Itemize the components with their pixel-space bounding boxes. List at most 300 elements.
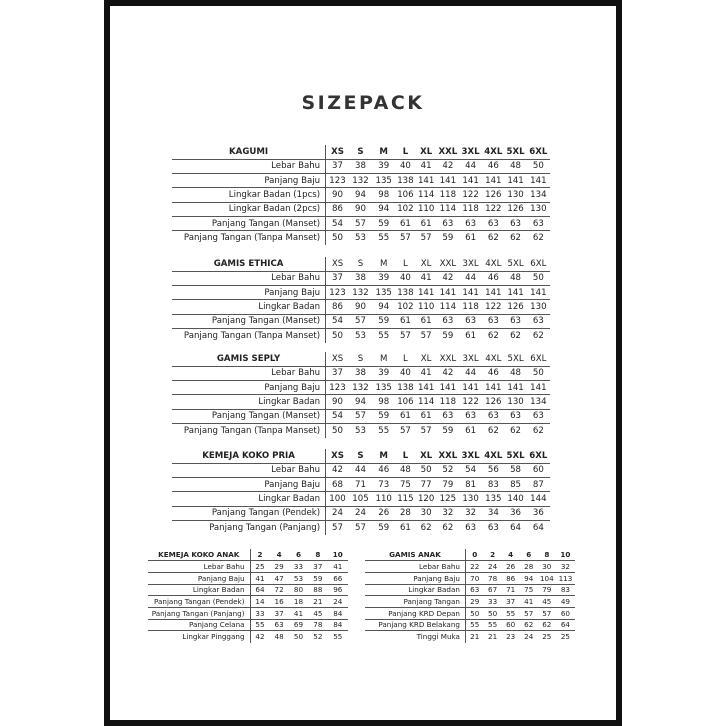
table-cell: 59 [437, 231, 459, 245]
table-cell: 135 [372, 381, 395, 395]
table-cell: 50 [465, 607, 483, 619]
table-header-row [148, 549, 348, 561]
table-cell: 55 [372, 423, 395, 437]
table-cell: 64 [250, 584, 269, 596]
size-header-5xl: 5XL [506, 146, 525, 157]
table-cell: 48 [395, 463, 415, 477]
table-row [365, 596, 575, 608]
row-label-panjang-baju: Panjang Baju [172, 381, 326, 395]
table-cell: 62 [437, 520, 459, 534]
row-label-lingkar-badan: Lingkar Badan [172, 492, 326, 506]
table-cell: 60 [502, 619, 520, 631]
table-cell: 61 [459, 328, 482, 342]
size-header-s: S [357, 450, 364, 461]
size-header-3xl: 3XL [462, 258, 479, 269]
table-cell: 50 [527, 271, 550, 285]
table-cell: 41 [250, 572, 269, 584]
table-row [172, 463, 550, 477]
table-row [148, 619, 348, 631]
size-header-4: 4 [276, 550, 282, 560]
table-cell: 44 [349, 463, 372, 477]
table-cell: 90 [326, 395, 349, 409]
table-cell: 141 [504, 174, 526, 188]
table-row [172, 174, 550, 188]
table-cell: 58 [504, 463, 526, 477]
table-cell: 57 [538, 607, 556, 619]
table-cell: 141 [416, 286, 437, 300]
table-cell: 49 [556, 596, 575, 608]
table-cell: 50 [527, 366, 550, 380]
table-cell: 63 [527, 409, 550, 423]
table-cell: 114 [437, 300, 459, 314]
size-header-l: L [402, 450, 409, 461]
table-cell: 64 [556, 619, 575, 631]
table-cell: 21 [484, 631, 502, 643]
table-cell: 48 [269, 631, 288, 643]
table-cell: 54 [459, 463, 482, 477]
table-cell: 62 [527, 231, 550, 245]
table-cell: 140 [504, 492, 526, 506]
size-header-l: L [403, 258, 408, 269]
table-row [172, 409, 550, 423]
table-cell: 138 [395, 174, 415, 188]
table-cell: 141 [437, 381, 459, 395]
row-label-panjang-tangan-tanpa-manset: Panjang Tangan (Tanpa Manset) [172, 423, 326, 437]
table-cell: 50 [326, 423, 349, 437]
table-cell: 98 [372, 395, 395, 409]
table-cell: 63 [459, 409, 482, 423]
row-label-panjang-tangan-tanpa-manset: Panjang Tangan (Tanpa Manset) [172, 328, 326, 342]
table-cell: 134 [527, 188, 550, 202]
table-cell: 141 [527, 286, 550, 300]
table-cell: 98 [372, 188, 395, 202]
table-cell: 141 [504, 381, 526, 395]
table-cell: 57 [416, 231, 437, 245]
table-cell: 122 [459, 395, 482, 409]
table-cell: 63 [527, 314, 550, 328]
table-row [365, 607, 575, 619]
table-cell: 63 [527, 216, 550, 230]
table-cell: 32 [437, 506, 459, 520]
table-cell: 138 [395, 286, 415, 300]
table-cell: 94 [349, 395, 372, 409]
table-cell: 86 [326, 202, 349, 216]
table-cell: 114 [437, 202, 459, 216]
table-cell: 122 [482, 202, 504, 216]
table-cell: 53 [349, 231, 372, 245]
table-cell: 32 [556, 561, 575, 573]
table-cell: 37 [269, 607, 288, 619]
table-cell: 55 [465, 619, 483, 631]
table-cell: 94 [372, 202, 395, 216]
table-cell: 59 [437, 328, 459, 342]
table-row [172, 366, 550, 380]
table-cell: 55 [328, 631, 348, 643]
table-cell: 63 [459, 314, 482, 328]
table-title: KAGUMI [172, 145, 326, 159]
table-cell: 78 [484, 572, 502, 584]
table-cell: 57 [416, 328, 437, 342]
table-row [172, 478, 550, 492]
table-row [172, 202, 550, 216]
table-cell: 114 [416, 395, 437, 409]
table-cell: 135 [482, 492, 504, 506]
table-cell: 60 [556, 607, 575, 619]
table-cell: 55 [372, 231, 395, 245]
table-cell: 24 [349, 506, 372, 520]
table-cell: 28 [395, 506, 415, 520]
size-header-6xl: 6XL [529, 146, 548, 157]
size-header-xxl: XXL [438, 146, 458, 157]
size-header-2: 2 [257, 550, 263, 560]
table-cell: 141 [482, 286, 504, 300]
table-cell: 90 [349, 300, 372, 314]
table-header-row [365, 549, 575, 561]
table-cell: 64 [527, 520, 550, 534]
table-cell: 14 [250, 596, 269, 608]
row-label-panjang-tangan: Panjang Tangan [365, 596, 465, 608]
table-cell: 45 [538, 596, 556, 608]
table-cell: 126 [482, 188, 504, 202]
table-cell: 59 [308, 572, 327, 584]
table-cell: 28 [520, 561, 538, 573]
table-cell: 48 [504, 159, 526, 173]
table-cell: 63 [482, 409, 504, 423]
row-label-panjang-baju: Panjang Baju [172, 286, 326, 300]
table-cell: 106 [395, 395, 415, 409]
table-cell: 54 [326, 314, 349, 328]
table-cell: 135 [372, 286, 395, 300]
table-cell: 21 [308, 596, 327, 608]
table-cell: 141 [416, 381, 437, 395]
table-cell: 141 [416, 174, 437, 188]
table-cell: 25 [538, 631, 556, 643]
table-cell: 42 [250, 631, 269, 643]
size-header-4: 4 [508, 550, 514, 560]
table-cell: 42 [437, 159, 459, 173]
table-cell: 118 [437, 395, 459, 409]
table-cell: 73 [372, 478, 395, 492]
table-cell: 63 [504, 216, 526, 230]
size-header-m: M [380, 353, 388, 364]
table-cell: 135 [372, 174, 395, 188]
table-cell: 37 [326, 159, 349, 173]
table-cell: 33 [484, 596, 502, 608]
table-cell: 62 [538, 619, 556, 631]
table-cell: 26 [502, 561, 520, 573]
table-cell: 50 [484, 607, 502, 619]
table-cell: 57 [416, 423, 437, 437]
table-cell: 32 [459, 506, 482, 520]
table-cell: 61 [459, 231, 482, 245]
size-table-kemeja-koko-pria [172, 449, 550, 535]
size-header-0: 0 [472, 550, 478, 560]
table-cell: 50 [326, 231, 349, 245]
table-cell: 94 [520, 572, 538, 584]
size-header-3xl: 3XL [461, 146, 480, 157]
table-row [148, 572, 348, 584]
row-label-lingkar-badan: Lingkar Badan [365, 584, 465, 596]
table-cell: 115 [395, 492, 415, 506]
table-cell: 63 [437, 409, 459, 423]
table-cell: 52 [437, 463, 459, 477]
size-table-kemeja-koko-anak [148, 549, 348, 643]
size-header-2: 2 [490, 550, 496, 560]
table-cell: 59 [437, 423, 459, 437]
table-cell: 23 [502, 631, 520, 643]
row-label-panjang-celana: Panjang Celana [148, 619, 250, 631]
table-cell: 40 [395, 159, 415, 173]
table-row [172, 286, 550, 300]
table-cell: 113 [556, 572, 575, 584]
row-label-panjang-tangan-pendek: Panjang Tangan (Pendek) [148, 596, 250, 608]
table-cell: 66 [328, 572, 348, 584]
table-row [172, 271, 550, 285]
table-cell: 72 [269, 584, 288, 596]
table-cell: 62 [504, 423, 526, 437]
row-label-panjang-tangan-tanpa-manset: Panjang Tangan (Tanpa Manset) [172, 231, 326, 245]
size-header-4xl: 4XL [485, 258, 502, 269]
table-row [148, 631, 348, 643]
size-header-5xl: 5XL [506, 450, 525, 461]
table-cell: 62 [504, 328, 526, 342]
table-cell: 21 [465, 631, 483, 643]
size-header-m: M [379, 146, 388, 157]
row-label-lingkar-badan: Lingkar Badan [172, 300, 326, 314]
size-header-xs: XS [331, 146, 344, 157]
table-cell: 46 [482, 366, 504, 380]
table-cell: 71 [502, 584, 520, 596]
size-header-8: 8 [315, 550, 321, 560]
row-label-lingkar-badan: Lingkar Badan [172, 395, 326, 409]
table-cell: 61 [416, 314, 437, 328]
table-cell: 63 [437, 314, 459, 328]
table-cell: 60 [527, 463, 550, 477]
table-cell: 141 [482, 381, 504, 395]
row-label-tinggi-muka: Tinggi Muka [365, 631, 465, 643]
table-cell: 123 [326, 174, 349, 188]
table-cell: 59 [372, 314, 395, 328]
table-cell: 50 [527, 159, 550, 173]
table-row [365, 631, 575, 643]
table-cell: 61 [459, 423, 482, 437]
table-cell: 62 [504, 231, 526, 245]
size-header-m: M [379, 450, 388, 461]
size-header-s: S [357, 258, 364, 269]
table-cell: 86 [326, 300, 349, 314]
table-row [365, 572, 575, 584]
table-cell: 84 [328, 607, 348, 619]
table-cell: 55 [502, 607, 520, 619]
table-cell: 39 [372, 159, 395, 173]
size-header-8: 8 [544, 550, 550, 560]
table-cell: 62 [520, 619, 538, 631]
size-header-l: L [403, 353, 408, 364]
table-title: KEMEJA KOKO PRIA [172, 449, 326, 463]
table-cell: 78 [308, 619, 327, 631]
table-header-row [172, 145, 550, 159]
table-cell: 61 [416, 216, 437, 230]
size-header-s: S [357, 353, 364, 364]
table-cell: 61 [395, 314, 415, 328]
table-cell: 94 [349, 188, 372, 202]
row-label-lingkar-badan-1pcs: Lingkar Badan (1pcs) [172, 188, 326, 202]
table-cell: 75 [395, 478, 415, 492]
table-cell: 54 [326, 409, 349, 423]
table-cell: 36 [504, 506, 526, 520]
table-cell: 63 [465, 584, 483, 596]
row-label-lebar-bahu: Lebar Bahu [148, 561, 250, 573]
table-cell: 102 [395, 300, 415, 314]
table-cell: 50 [416, 463, 437, 477]
table-cell: 106 [395, 188, 415, 202]
table-cell: 56 [482, 463, 504, 477]
table-cell: 30 [416, 506, 437, 520]
table-cell: 62 [527, 328, 550, 342]
row-label-panjang-tangan-panjang: Panjang Tangan (Panjang) [148, 607, 250, 619]
table-cell: 24 [520, 631, 538, 643]
table-cell: 57 [395, 423, 415, 437]
table-cell: 63 [504, 409, 526, 423]
table-cell: 86 [502, 572, 520, 584]
table-cell: 118 [437, 188, 459, 202]
table-cell: 102 [395, 202, 415, 216]
row-label-panjang-tangan-manset: Panjang Tangan (Manset) [172, 314, 326, 328]
table-cell: 100 [326, 492, 349, 506]
size-header-m: M [380, 258, 388, 269]
size-header-3xl: 3XL [461, 450, 480, 461]
size-header-xs: XS [331, 353, 344, 364]
table-row [148, 596, 348, 608]
table-cell: 47 [269, 572, 288, 584]
table-cell: 79 [538, 584, 556, 596]
table-row [172, 492, 550, 506]
row-label-lingkar-badan-2pcs: Lingkar Badan (2pcs) [172, 202, 326, 216]
table-cell: 126 [504, 202, 526, 216]
table-cell: 22 [465, 561, 483, 573]
table-cell: 53 [349, 328, 372, 342]
table-cell: 57 [349, 409, 372, 423]
row-label-panjang-baju: Panjang Baju [148, 572, 250, 584]
size-header-xl: XL [420, 353, 432, 364]
table-cell: 42 [437, 366, 459, 380]
size-header-6xl: 6XL [529, 450, 548, 461]
size-header-xs: XS [331, 450, 344, 461]
table-cell: 144 [527, 492, 550, 506]
table-cell: 42 [437, 271, 459, 285]
table-cell: 41 [416, 271, 437, 285]
table-cell: 38 [349, 366, 372, 380]
table-title: KEMEJA KOKO ANAK [148, 549, 250, 561]
row-label-lebar-bahu: Lebar Bahu [172, 366, 326, 380]
row-label-lebar-bahu: Lebar Bahu [365, 561, 465, 573]
size-header-xxl: XXL [439, 258, 457, 269]
table-cell: 141 [459, 286, 482, 300]
table-cell: 63 [459, 520, 482, 534]
size-table-gamis-seply [172, 352, 550, 438]
table-cell: 41 [328, 561, 348, 573]
table-cell: 57 [349, 314, 372, 328]
row-label-panjang-tangan-pendek: Panjang Tangan (Pendek) [172, 506, 326, 520]
table-cell: 57 [395, 231, 415, 245]
table-cell: 81 [459, 478, 482, 492]
size-header-6: 6 [295, 550, 301, 560]
table-header-row [172, 449, 550, 463]
table-cell: 141 [437, 286, 459, 300]
table-cell: 134 [527, 395, 550, 409]
table-cell: 46 [482, 159, 504, 173]
table-cell: 63 [437, 216, 459, 230]
table-cell: 122 [482, 300, 504, 314]
row-label-panjang-tangan-manset: Panjang Tangan (Manset) [172, 409, 326, 423]
table-cell: 61 [395, 216, 415, 230]
table-cell: 120 [416, 492, 437, 506]
row-label-panjang-baju: Panjang Baju [172, 478, 326, 492]
table-cell: 90 [349, 202, 372, 216]
table-cell: 57 [520, 607, 538, 619]
table-cell: 130 [504, 188, 526, 202]
table-cell: 105 [349, 492, 372, 506]
table-cell: 132 [349, 381, 372, 395]
table-title: GAMIS SEPLY [172, 352, 326, 366]
table-cell: 104 [538, 572, 556, 584]
table-cell: 96 [328, 584, 348, 596]
table-cell: 68 [326, 478, 349, 492]
table-row [172, 381, 550, 395]
table-cell: 141 [482, 174, 504, 188]
table-cell: 29 [465, 596, 483, 608]
table-row [148, 561, 348, 573]
table-cell: 141 [527, 174, 550, 188]
table-cell: 85 [504, 478, 526, 492]
row-label-panjang-baju: Panjang Baju [365, 572, 465, 584]
size-header-l: L [402, 146, 409, 157]
table-row [172, 300, 550, 314]
table-cell: 24 [328, 596, 348, 608]
table-cell: 46 [372, 463, 395, 477]
table-cell: 25 [556, 631, 575, 643]
table-cell: 62 [482, 423, 504, 437]
table-cell: 63 [269, 619, 288, 631]
table-cell: 63 [459, 216, 482, 230]
table-cell: 130 [504, 395, 526, 409]
table-cell: 59 [372, 520, 395, 534]
size-header-4xl: 4XL [484, 450, 503, 461]
table-cell: 25 [250, 561, 269, 573]
table-cell: 38 [349, 159, 372, 173]
table-row [172, 216, 550, 230]
table-cell: 62 [416, 520, 437, 534]
table-cell: 69 [289, 619, 308, 631]
row-label-lebar-bahu: Lebar Bahu [172, 463, 326, 477]
table-cell: 57 [349, 520, 372, 534]
table-cell: 36 [527, 506, 550, 520]
table-title: GAMIS ANAK [365, 549, 465, 561]
table-cell: 63 [482, 216, 504, 230]
table-row [365, 619, 575, 631]
table-cell: 90 [326, 188, 349, 202]
size-header-5xl: 5XL [507, 353, 524, 364]
table-cell: 64 [504, 520, 526, 534]
size-header-xl: XL [420, 258, 432, 269]
table-cell: 141 [459, 381, 482, 395]
size-table-gamis-ethica [172, 257, 550, 343]
row-label-lebar-bahu: Lebar Bahu [172, 271, 326, 285]
table-row [172, 159, 550, 173]
table-cell: 24 [326, 506, 349, 520]
size-header-10: 10 [560, 550, 571, 560]
table-cell: 80 [289, 584, 308, 596]
